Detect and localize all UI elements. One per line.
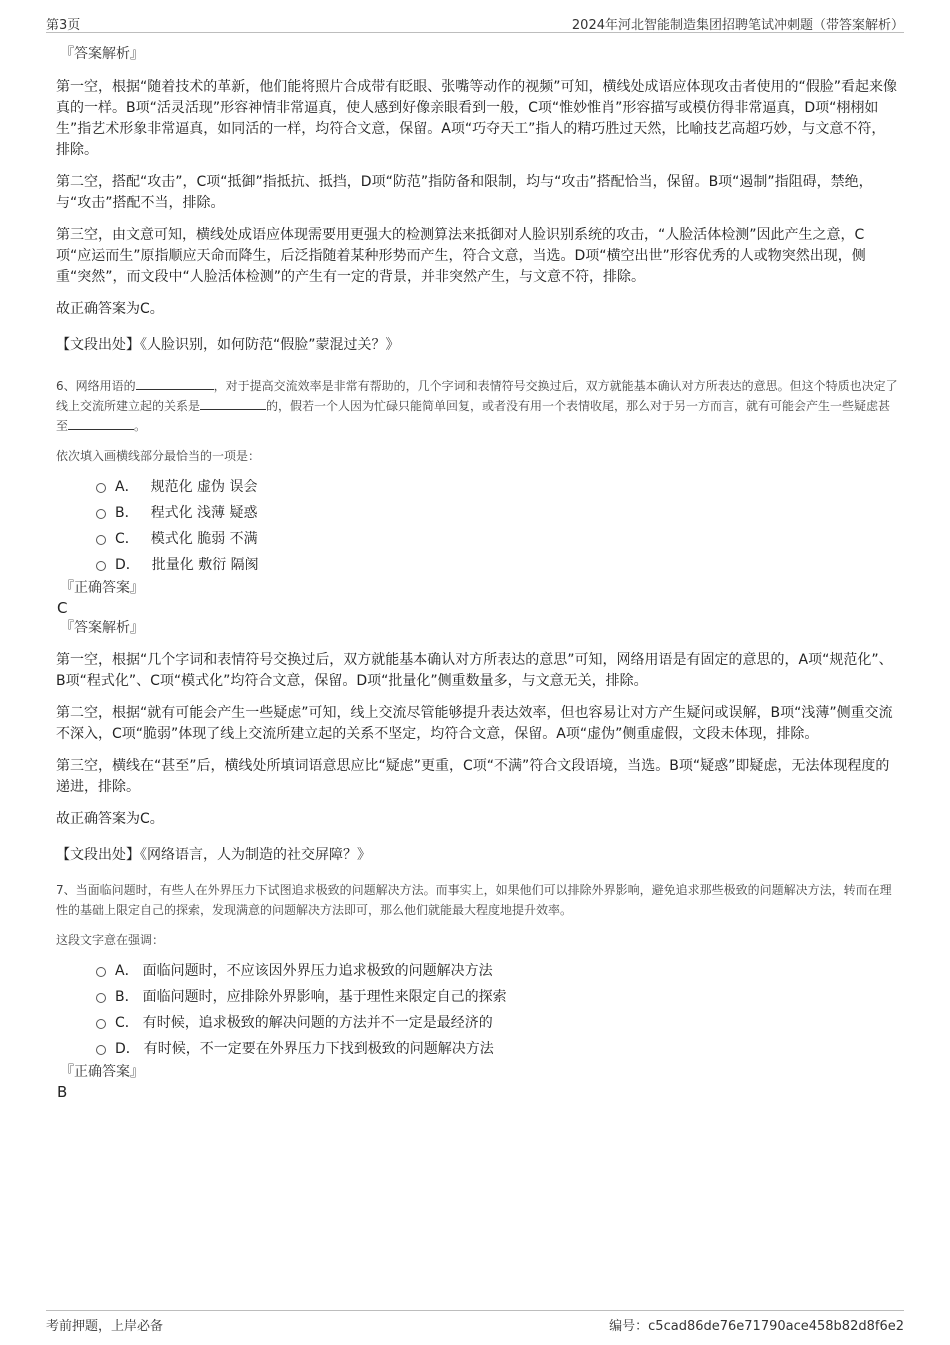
option-c[interactable]: C． 模式化 脆弱 不满 (96, 526, 898, 552)
radio-icon[interactable] (96, 967, 106, 977)
document-id: 编号：c5cad86de76e71790ace458b82d8f6e2 (609, 1319, 904, 1334)
option-d[interactable]: D． 有时候，不一定要在外界压力下找到极致的问题解决方法 (96, 1036, 898, 1062)
option-a[interactable]: A． 面临问题时，不应该因外界压力追求极致的问题解决方法 (96, 958, 898, 984)
option-b[interactable]: B． 程式化 浅薄 疑惑 (96, 500, 898, 526)
option-b[interactable]: B． 面临问题时，应排除外界影响，基于理性来限定自己的探索 (96, 984, 898, 1010)
analysis-conclusion: 故正确答案为C。 (56, 811, 164, 827)
option-d[interactable]: D． 批量化 敷衍 隔阂 (96, 552, 898, 578)
analysis-paragraph: 第二空，搭配“攻击”，C项“抵御”指抵抗、抵挡，D项“防范”指防备和限制，均与“攻击”搭配恰当，保留。B项“遏制”指阻碍，禁绝，与“攻击”搭配不当，排除。 (56, 174, 873, 211)
document-title: 2024年河北智能制造集团招聘笔试冲刺题（带答案解析） (571, 18, 904, 33)
radio-icon[interactable] (96, 993, 106, 1003)
radio-icon[interactable] (96, 509, 106, 519)
analysis-paragraph: 第一空，根据“随着技术的革新，他们能将照片合成带有眨眼、张嘴等动作的视频”可知，横线处成语应体现攻击者使用的“假脸”看起来像真的一样。B项“活灵活现”形容神情非常逼真，使人感到好像亲眼看到一般，C项“惟妙惟肖”形容描写或模仿得非常逼真，D项“栩栩如生”指艺术形象非常逼真，如同活的一样，均符合文意，保留。A项“巧夺天工”指人的精巧胜过天然，比喻技艺高超巧妙，与文意不符，排除。 (56, 79, 898, 158)
answer-analysis-tag: 『答案解析』 (60, 620, 144, 636)
correct-answer-tag: 『正确答案』 (60, 1064, 144, 1080)
radio-icon[interactable] (96, 561, 106, 571)
passage-source: 【文段出处】《网络语言，人为制造的社交屏障？》 (56, 847, 371, 863)
analysis-paragraph: 第一空，根据“几个字词和表情符号交换过后，双方就能基本确认对方所表达的意思”可知，网络用语是有固定的意思的，A项“规范化”、B项“程式化”、C项“模式化”均符合文意，保留。D项“批量化”侧重数量多，与文意无关，排除。 (56, 652, 893, 689)
footer-slogan: 考前押题，上岸必备 (46, 1319, 164, 1334)
analysis-paragraph: 第三空，横线在“甚至”后，横线处所填词语意思应比“疑虑”更重，C项“不满”符合文段语境，当选。B项“疑惑”即疑虑，无法体现程度的递进，排除。 (56, 758, 890, 795)
correct-answer-tag: 『正确答案』 (60, 580, 144, 596)
page-footer (46, 1310, 904, 1335)
radio-icon[interactable] (96, 535, 106, 545)
question-instruction: 依次填入画横线部分最恰当的一项是： (56, 449, 261, 463)
option-c[interactable]: C． 有时候，追求极致的解决问题的方法并不一定是最经济的 (96, 1010, 898, 1036)
passage-source: 【文段出处】《人脸识别，如何防范“假脸”蒙混过关？》 (56, 337, 400, 353)
question-stem: 7、当面临问题时，有些人在外界压力下试图追求极致的问题解决方法。而事实上，如果他们可以排除外界影响，避免追求那些极致的问题解决方法，转而在理性的基础上限定自己的探索，发现满意的问题解决方法即可，那么他们就能最大程度地提升效率。 (56, 883, 892, 917)
page-header (46, 12, 904, 33)
correct-answer: C (57, 599, 68, 617)
option-list (56, 474, 898, 578)
correct-answer: B (57, 1083, 68, 1101)
page-content (56, 44, 898, 1102)
page-number: 第3页 (46, 18, 81, 33)
analysis-paragraph: 第二空，根据“就有可能会产生一些疑虑”可知，线上交流尽管能够提升表达效率，但也容易让对方产生疑问或误解，B项“浅薄”侧重交流不深入，C项“脆弱”体现了线上交流所建立起的关系不坚定，均符合文意，保留。A项“虚伪”侧重虚假，文段未体现，排除。 (56, 705, 893, 742)
answer-analysis-tag: 『答案解析』 (60, 46, 144, 62)
option-list (56, 958, 898, 1062)
fill-blank (200, 397, 266, 410)
fill-blank (68, 417, 134, 430)
radio-icon[interactable] (96, 1019, 106, 1029)
radio-icon[interactable] (96, 1045, 106, 1055)
analysis-conclusion: 故正确答案为C。 (56, 301, 164, 317)
question-instruction: 这段文字意在强调： (56, 933, 165, 947)
radio-icon[interactable] (96, 483, 106, 493)
option-a[interactable]: A． 规范化 虚伪 误会 (96, 474, 898, 500)
fill-blank (136, 377, 214, 390)
analysis-paragraph: 第三空，由文意可知，横线处成语应体现需要用更强大的检测算法来抵御对人脸识别系统的攻击，“人脸活体检测”因此产生之意，C项“应运而生”原指顺应天命而降生，后泛指随着某种形势而产生，符合文意，当选。D项“横空出世”形容优秀的人或物突然出现，侧重“突然”，而文段中“人脸活体检测”的产生有一定的背景，并非突然产生，与文意不符，排除。 (56, 227, 866, 285)
question-stem: 6、网络用语的 ，对于提高交流效率是非常有帮助的，几个字词和表情符号交换过后，双方就能基本确认对方所表达的意思。但这个特质也决定了线上交流所建立起的关系是 的，假若一个人因为忙碌只能简单回复，或者没有用一个表情收尾，那么对于另一方而言，就有可能会产生一些疑虑甚至 。 (56, 379, 898, 433)
